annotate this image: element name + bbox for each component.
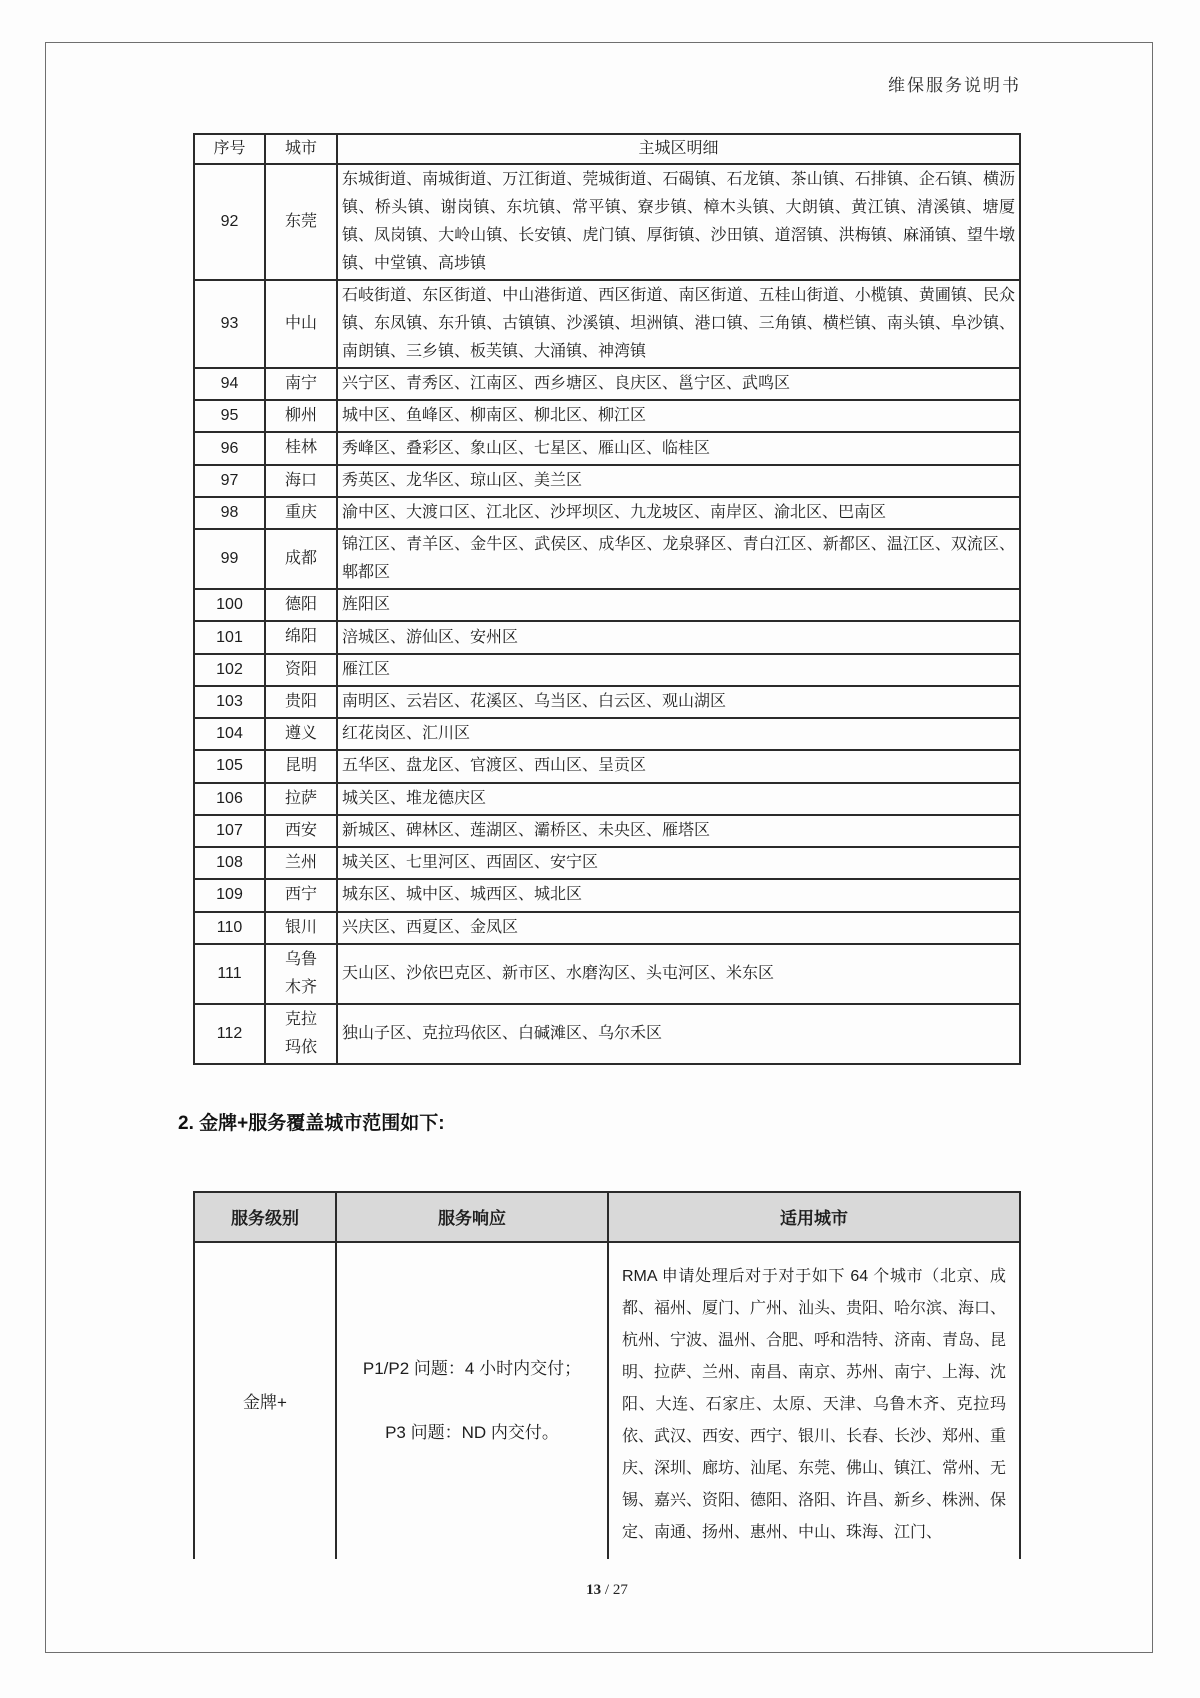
column-header-applicable-cities: 适用城市 (608, 1192, 1020, 1242)
row-city-label: 柳州 (284, 407, 317, 425)
city-table-header (194, 134, 1020, 164)
row-districts: 石岐街道、东区街道、中山港街道、西区街道、南区街道、五桂山街道、小榄镇、黄圃镇、民众镇、东凤镇、东升镇、古镇镇、沙溪镇、坦洲镇、港口镇、三角镇、横栏镇、南头镇、阜沙镇、南朗镇、三乡镇、板芙镇、大涌镇、神湾镇 (337, 280, 1020, 368)
table-row (194, 589, 1020, 621)
row-city-label: 重庆 (284, 503, 317, 521)
row-index: 110 (194, 912, 265, 944)
table-row (194, 465, 1020, 497)
row-index: 112 (194, 1004, 265, 1064)
row-city-label: 南宁 (284, 375, 317, 392)
row-index: 101 (194, 621, 265, 653)
table-row (194, 497, 1020, 529)
row-city (265, 654, 337, 686)
service-table-header (194, 1192, 1020, 1242)
row-index: 93 (194, 280, 265, 368)
row-districts: 兴庆区、西夏区、金凤区 (337, 912, 1020, 944)
page-number (193, 1582, 1021, 1599)
row-city (265, 1004, 337, 1064)
row-city (265, 164, 337, 280)
row-districts: 五华区、盘龙区、官渡区、西山区、呈贡区 (337, 750, 1020, 782)
row-city-label: 中山 (284, 314, 317, 332)
table-row (194, 879, 1020, 911)
row-city-label: 东莞 (284, 212, 317, 230)
applicable-cities-cell: RMA 申请处理后对于对于如下 64 个城市（北京、成都、福州、厦门、广州、汕头、贵阳、哈尔滨、海口、杭州、宁波、温州、合肥、呼和浩特、济南、青岛、昆明、拉萨、兰州、南昌、南京、苏州、南宁、上海、沈阳、大连、石家庄、太原、天津、乌鲁木齐、克拉玛依、武汉、西安、西宁、银川、长春、长沙、郑州、重庆、深圳、廊坊、汕尾、东莞、佛山、镇江、常州、无锡、嘉兴、资阳、德阳、洛阳、许昌、新乡、株洲、保定、南通、扬州、惠州、中山、珠海、江门、 (608, 1242, 1020, 1559)
row-city (265, 432, 337, 464)
table-row (194, 1004, 1020, 1064)
row-city (265, 280, 337, 368)
row-index: 96 (194, 432, 265, 464)
row-city-label: 德阳 (284, 596, 317, 614)
row-index: 97 (194, 465, 265, 497)
row-city-label: 西宁 (284, 886, 317, 904)
row-city (265, 529, 337, 589)
row-districts: 天山区、沙依巴克区、新市区、水磨沟区、头屯河区、米东区 (337, 944, 1020, 1004)
city-table-body (194, 164, 1020, 1064)
service-table-body (194, 1242, 1020, 1559)
row-city (265, 465, 337, 497)
row-city-label: 昆明 (284, 757, 317, 775)
table-row (194, 815, 1020, 847)
table-row (194, 654, 1020, 686)
table-row (194, 750, 1020, 782)
row-city (265, 368, 337, 400)
row-city-label: 兰州 (284, 854, 317, 872)
row-index: 99 (194, 529, 265, 589)
row-city (265, 847, 337, 879)
row-city-label: 克拉玛依 (284, 1010, 317, 1056)
table-row (194, 718, 1020, 750)
row-districts: 锦江区、青羊区、金牛区、武侯区、成华区、龙泉驿区、青白江区、新都区、温江区、双流区、郫都区 (337, 529, 1020, 589)
row-city (265, 718, 337, 750)
row-districts: 雁江区 (337, 654, 1020, 686)
row-districts: 秀峰区、叠彩区、象山区、七星区、雁山区、临桂区 (337, 432, 1020, 464)
row-index: 109 (194, 879, 265, 911)
row-city-label: 乌鲁木齐 (284, 950, 317, 996)
row-districts: 城中区、鱼峰区、柳南区、柳北区、柳江区 (337, 400, 1020, 432)
row-index: 98 (194, 497, 265, 529)
table-row (194, 783, 1020, 815)
row-districts: 城东区、城中区、城西区、城北区 (337, 879, 1020, 911)
response-p1p2: P1/P2 问题：4 小时内交付； (362, 1358, 582, 1378)
column-header-service-level: 服务级别 (194, 1192, 336, 1242)
row-city-label: 西安 (284, 821, 317, 839)
table-row (194, 847, 1020, 879)
row-districts: 秀英区、龙华区、琼山区、美兰区 (337, 465, 1020, 497)
row-city-label: 贵阳 (284, 692, 317, 710)
row-index: 106 (194, 783, 265, 815)
service-level-cell: 金牌+ (194, 1242, 336, 1559)
row-city (265, 912, 337, 944)
row-city-label: 遵义 (284, 725, 317, 743)
table-row (194, 280, 1020, 368)
service-response-cell (336, 1242, 608, 1559)
gold-plus-service-table (193, 1191, 1021, 1559)
row-districts: 城关区、七里河区、西固区、安宁区 (337, 847, 1020, 879)
table-row (194, 368, 1020, 400)
row-city-label: 成都 (284, 550, 317, 568)
row-index: 100 (194, 589, 265, 621)
row-city-label: 桂林 (284, 439, 317, 457)
row-city (265, 944, 337, 1004)
row-districts: 涪城区、游仙区、安州区 (337, 621, 1020, 653)
row-districts: 新城区、碑林区、莲湖区、灞桥区、未央区、雁塔区 (337, 815, 1020, 847)
row-city (265, 400, 337, 432)
row-index: 108 (194, 847, 265, 879)
response-p3: P3 问题：ND 内交付。 (385, 1422, 559, 1442)
table-row (194, 400, 1020, 432)
column-header-districts: 主城区明细 (337, 134, 1020, 164)
row-districts: 旌阳区 (337, 589, 1020, 621)
row-city-label: 绵阳 (284, 628, 317, 646)
table-row (194, 432, 1020, 464)
row-districts: 独山子区、克拉玛依区、白碱滩区、乌尔禾区 (337, 1004, 1020, 1064)
row-city (265, 686, 337, 718)
row-city (265, 497, 337, 529)
table-row (194, 686, 1020, 718)
table-row (194, 912, 1020, 944)
row-city-label: 资阳 (284, 660, 317, 678)
row-index: 92 (194, 164, 265, 280)
row-city (265, 815, 337, 847)
row-city-label: 拉萨 (284, 789, 317, 807)
header-row (194, 1192, 1020, 1242)
row-city (265, 783, 337, 815)
row-index: 111 (194, 944, 265, 1004)
row-districts: 城关区、堆龙德庆区 (337, 783, 1020, 815)
row-districts: 渝中区、大渡口区、江北区、沙坪坝区、九龙坡区、南岸区、渝北区、巴南区 (337, 497, 1020, 529)
row-districts: 兴宁区、青秀区、江南区、西乡塘区、良庆区、邕宁区、武鸣区 (337, 368, 1020, 400)
table-row (194, 621, 1020, 653)
row-index: 105 (194, 750, 265, 782)
row-index: 104 (194, 718, 265, 750)
row-city (265, 621, 337, 653)
page-number-current: 13 (586, 1582, 602, 1598)
row-city (265, 589, 337, 621)
page-number-separator: / (604, 1582, 610, 1598)
table-row (194, 529, 1020, 589)
row-districts: 南明区、云岩区、花溪区、乌当区、白云区、观山湖区 (337, 686, 1020, 718)
row-index: 107 (194, 815, 265, 847)
page-content (178, 76, 1021, 1559)
table-row (194, 164, 1020, 280)
header-row (194, 134, 1020, 164)
row-index: 102 (194, 654, 265, 686)
column-header-index: 序号 (194, 134, 265, 164)
page-number-total: 27 (612, 1582, 628, 1598)
table-row (194, 944, 1020, 1004)
row-districts: 东城街道、南城街道、万江街道、莞城街道、石碣镇、石龙镇、茶山镇、石排镇、企石镇、横沥镇、桥头镇、谢岗镇、东坑镇、常平镇、寮步镇、樟木头镇、大朗镇、黄江镇、清溪镇、塘厦镇、凤岗镇、大岭山镇、长安镇、虎门镇、厚街镇、沙田镇、道滘镇、洪梅镇、麻涌镇、望牛墩镇、中堂镇、高埗镇 (337, 164, 1020, 280)
column-header-service-response: 服务响应 (336, 1192, 608, 1242)
row-index: 95 (194, 400, 265, 432)
row-city (265, 879, 337, 911)
row-districts: 红花岗区、汇川区 (337, 718, 1020, 750)
row-city-label: 银川 (284, 918, 317, 936)
row-city-label: 海口 (284, 471, 317, 489)
row-index: 103 (194, 686, 265, 718)
row-city (265, 750, 337, 782)
column-header-city: 城市 (265, 134, 337, 164)
document-title: 维保服务说明书 (888, 76, 1021, 95)
section-heading: 2. 金牌+服务覆盖城市范围如下: (178, 1112, 445, 1134)
table-row (194, 1242, 1020, 1559)
city-districts-table (193, 133, 1021, 1065)
row-index: 94 (194, 368, 265, 400)
